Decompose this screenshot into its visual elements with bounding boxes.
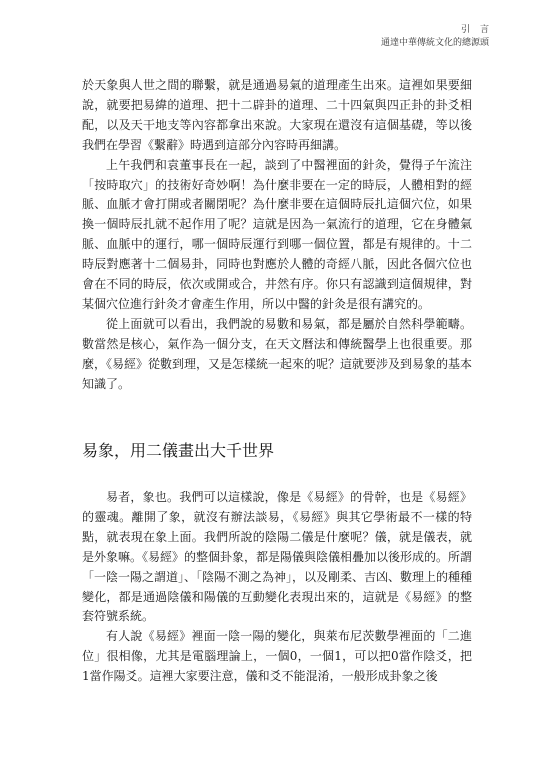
paragraph-3: 從上面就可以看出，我們說的易數和易氣，都是屬於自然科學範疇。數當然是核心，氣作為一個分支，在天文曆法和傳統醫學上也很重要。那麼，《易經》從數到理，又是怎樣統一起來的呢？這就要涉及到易象的基本知識了。 (82, 316, 473, 391)
running-header (380, 24, 499, 50)
header-subtitle: 通達中華傳統文化的總源頭 (380, 38, 489, 48)
text-block-bottom (82, 488, 472, 687)
paragraph-2: 上午我們和袁董事長在一起，談到了中醫裡面的針灸，覺得子午流注「按時取穴」的技術好奇妙啊！為什麼非要在一定的時辰，人體相對的經脈、血脈才會打開或者關閉呢？為什麼非要在這個時辰扎這個穴位，如果換一個時辰扎就不起作用了呢？這就是因為一氣流行的道理，它在身體氣脈、血脈中的運行，哪一個時辰運行到哪一個位置，都是有規律的。十二時辰對應著十二個易卦，同時也對應於人體的奇經八脈，因此各個穴位也會在不同的時辰，依次或開或合，井然有序。你只有認識到這個規律，對某個穴位進行針灸才會產生作用，所以中醫的針灸是很有講究的。 (82, 157, 472, 311)
section-heading: 易象，用二儀畫出大千世界 (82, 441, 275, 460)
paragraph-4: 易者，象也。我們可以這樣說，像是《易經》的骨幹，也是《易經》的靈魂。離開了象，就沒有辦法談易，《易經》與其它學術最不一樣的特點，就表現在象上面。我們所說的陰陽二儀是什麼呢？儀，就是儀表，就是外象嘛。《易經》的整個卦象，都是陽儀與陰儀相疊加以後形成的。所謂「一陰一陽之謂道」、「陰陽不測之為神」，以及剛柔、吉凶、數理上的種種變化，都是通過陰儀和陽儀的互動變化表現出來的，這就是《易經》的整套符號系統。 (82, 490, 473, 624)
paragraph-1: 於天象與人世之間的聯繫，就是通過易氣的道理產生出來。這裡如果要細說，就要把易緯的道理、把十二辟卦的道理、二十四氣與四正卦的卦爻相配，以及天干地支等內容都拿出來說。大家現在還沒有這個基礎，等以後我們在學習《繫辭》時遇到這部分內容時再細講。 (82, 78, 472, 152)
paragraph-5: 有人說《易經》裡面一陰一陽的變化，與萊布尼茨數學裡面的「二進位」很相像，尤其是電腦理論上，一個0，一個1，可以把0當作陰爻，把1當作陽爻。這裡大家要注意，儀和爻不能混淆，一般形成卦象之後 (82, 629, 472, 684)
header-chapter-title: 引言 (460, 25, 499, 35)
text-block-top (82, 76, 472, 395)
